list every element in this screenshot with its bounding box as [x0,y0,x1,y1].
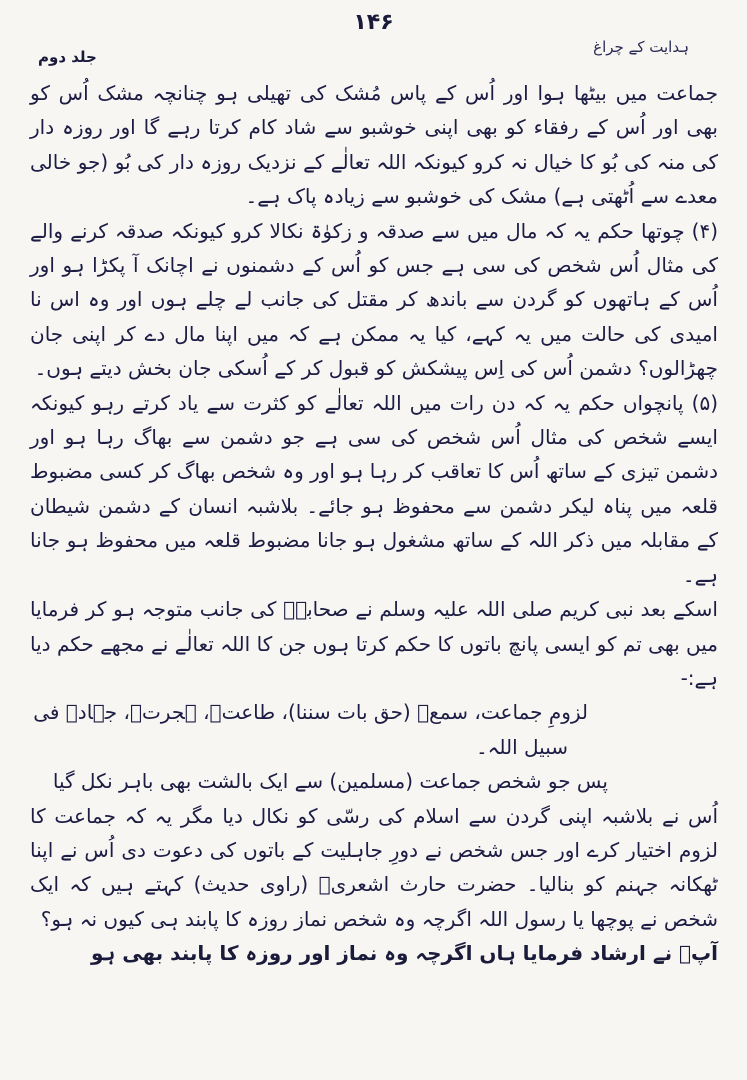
paragraph-2: (۴) چوتھا حکم یہ کہ مال میں سے صدقہ و زکوٰۃ نکالا کرو کیونکہ صدقہ کرنے والے کی مثال اُس شخص کی سی ہے جس کو اُس کے دشمنوں نے اچانک آ پکڑا ہو اور اُس کے ہاتھوں کو گردن سے باندھ کر مقتل کی جانب لے چلے ہوں اور وہ اس نا امیدی کی حالت میں یہ کہے، کیا یہ ممکن ہے کہ میں اپنا مال دے کر اپنی جان چھڑالوں؟ دشمن اُس کی اِس پیشکش کو قبول کر کے اُسکی جان بخش دیتے ہوں۔ [30,218,718,381]
paragraph-1: جماعت میں بیٹھا ہوا اور اُس کے پاس مُشک کی تھیلی ہو چنانچہ مشک اُس کو بھی اور اُس کے رفقاء کو بھی اپنی خوشبو سے شاد کام کرتا رہے گا اور روزہ دار کی منہ کی بُو کا خیال نہ کرو کیونکہ اللہ تعالٰے کے نزدیک روزہ دار کی بُو (جو خالی معدے سے اُٹھتی ہے) مشک کی خوشبو سے زیادہ پاک ہے۔ [30,81,718,209]
book-title: ہدایت کے چراغ [593,38,689,56]
paragraph-3: (۵) پانچواں حکم یہ کہ دن رات میں اللہ تعالٰے کو کثرت سے یاد کرتے رہو کیونکہ ایسے شخص کی مثال اُس شخص کی سی ہے جو دشمن سے بھاگ رہا ہو اور دشمن تیزی کے ساتھ اُس کا تعاقب کر رہا ہو اور وہ شخص بھاگ کر کسی مضبوط قلعہ میں پناہ لیکر دشمن سے محفوظ ہو جائے۔ بلاشبہ انسان کے دشمن شیطان کے مقابلہ میں ذکر اللہ کے ساتھ مشغول ہو جانا مضبوط قلعہ میں محفوظ ہو جانا ہے۔ [30,390,718,587]
paragraph-6: اُس نے بلاشبہ اپنی گردن سے اسلام کی رسّی کو نکال دیا مگر یہ کہ جماعت کا لزوم اختیار کرے اور جس شخص نے دورِ جاہلیت کے باتوں کی دعوت دی اُس نے اپنا ٹھکانہ جہنم کو بنالیا۔ حضرت حارث اشعریؓ (راوی حدیث) کہتے ہیں کہ ایک شخص نے پوچھا یا رسول اللہ اگرچہ وہ شخص نماز روزہ کا پابند ہی کیوں نہ ہو؟ [30,803,718,931]
hadith-list-line-2: سبیل اللہ۔ [475,734,568,759]
paragraph-4: اسکے بعد نبی کریم صلی اللہ علیہ وسلم نے صحابہؓ کی جانب متوجہ ہو کر فرمایا میں بھی تم کو ایسی پانچ باتوں کا حکم کرتا ہوں جن کا اللہ تعالٰے نے مجھے حکم دیا ہے:- [30,597,718,690]
paragraph-5: پس جو شخص جماعت (مسلمین) سے ایک بالشت بھی باہر نکل گیا [52,769,608,794]
page-number: ۱۴۶ [353,10,394,35]
volume-label: جلد دوم [38,48,97,66]
hadith-list-line-1: لزومِ جماعت، سمعؔ (حق بات سننا)، طاعتؔ، ہجرتؔ، جہادؔ فی [33,700,588,725]
paragraph-7: آپؐ نے ارشاد فرمایا ہاں اگرچہ وہ نماز اور روزہ کا پابند بھی ہو [91,941,718,966]
body-text [30,76,718,971]
